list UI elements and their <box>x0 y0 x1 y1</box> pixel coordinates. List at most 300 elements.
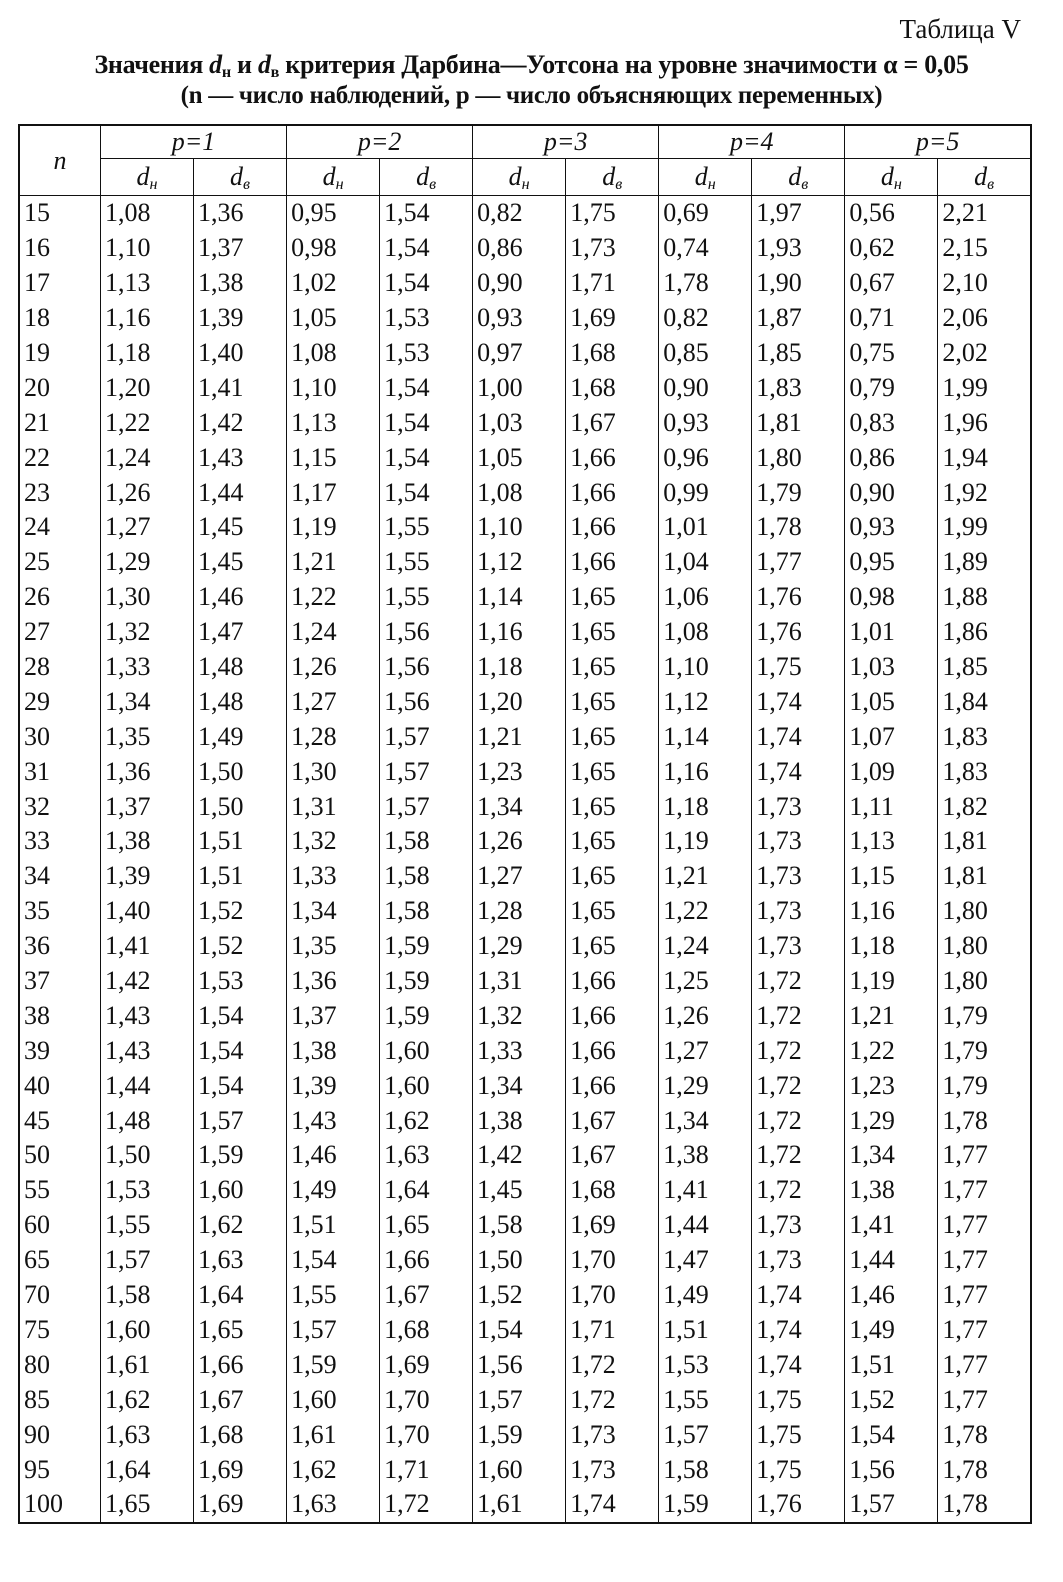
value-cell: 1,12 <box>659 684 752 719</box>
value-cell: 1,83 <box>938 719 1031 754</box>
value-cell: 1,72 <box>752 964 845 999</box>
value-cell: 1,35 <box>101 719 194 754</box>
value-cell: 1,72 <box>752 998 845 1033</box>
value-cell: 1,34 <box>845 1138 938 1173</box>
value-cell: 1,77 <box>938 1278 1031 1313</box>
value-cell: 1,36 <box>194 196 287 231</box>
value-cell: 0,93 <box>659 405 752 440</box>
value-cell: 1,34 <box>659 1103 752 1138</box>
header-d-upper: $d_в$ <box>380 159 473 196</box>
value-cell: 1,26 <box>287 650 380 685</box>
header-d-lower: $d_н$ <box>659 159 752 196</box>
value-cell: 1,12 <box>473 545 566 580</box>
value-cell: 1,17 <box>287 475 380 510</box>
table-row <box>19 615 1031 650</box>
row-n-cell: 21 <box>19 405 101 440</box>
table-row <box>19 405 1031 440</box>
value-cell: 1,56 <box>473 1347 566 1382</box>
caption-prefix: Значения <box>94 50 210 79</box>
value-cell: 1,50 <box>194 789 287 824</box>
row-n-cell: 25 <box>19 545 101 580</box>
table-row <box>19 1452 1031 1487</box>
value-cell: 1,72 <box>752 1103 845 1138</box>
table-row <box>19 370 1031 405</box>
value-cell: 1,70 <box>380 1382 473 1417</box>
value-cell: 1,42 <box>101 964 194 999</box>
value-cell: 1,52 <box>194 929 287 964</box>
value-cell: 1,26 <box>659 998 752 1033</box>
value-cell: 1,69 <box>194 1452 287 1487</box>
value-cell: 1,65 <box>566 929 659 964</box>
value-cell: 1,16 <box>101 301 194 336</box>
value-cell: 1,65 <box>101 1487 194 1523</box>
value-cell: 1,15 <box>845 859 938 894</box>
value-cell: 1,65 <box>380 1208 473 1243</box>
value-cell: 1,43 <box>101 998 194 1033</box>
value-cell: 1,02 <box>287 266 380 301</box>
value-cell: 1,72 <box>566 1382 659 1417</box>
row-n-cell: 70 <box>19 1278 101 1313</box>
row-n-cell: 17 <box>19 266 101 301</box>
row-n-cell: 95 <box>19 1452 101 1487</box>
value-cell: 1,38 <box>194 266 287 301</box>
value-cell: 1,01 <box>659 510 752 545</box>
value-cell: 1,74 <box>752 719 845 754</box>
value-cell: 1,85 <box>752 336 845 371</box>
row-n-cell: 23 <box>19 475 101 510</box>
value-cell: 1,51 <box>194 824 287 859</box>
value-cell: 1,81 <box>938 824 1031 859</box>
value-cell: 1,09 <box>845 754 938 789</box>
value-cell: 1,10 <box>473 510 566 545</box>
value-cell: 1,37 <box>194 231 287 266</box>
value-cell: 1,79 <box>752 475 845 510</box>
value-cell: 1,59 <box>473 1417 566 1452</box>
value-cell: 1,75 <box>752 1452 845 1487</box>
value-cell: 1,83 <box>938 754 1031 789</box>
row-n-cell: 90 <box>19 1417 101 1452</box>
value-cell: 1,62 <box>194 1208 287 1243</box>
value-cell: 1,49 <box>287 1173 380 1208</box>
value-cell: 1,36 <box>101 754 194 789</box>
caption-suffix: критерия Дарбина—Уотсона на уровне значимости α = 0,05 <box>279 50 969 79</box>
value-cell: 1,03 <box>473 405 566 440</box>
value-cell: 1,44 <box>659 1208 752 1243</box>
value-cell: 1,77 <box>752 545 845 580</box>
value-cell: 1,65 <box>566 650 659 685</box>
value-cell: 1,68 <box>566 336 659 371</box>
value-cell: 1,14 <box>473 580 566 615</box>
value-cell: 1,78 <box>659 266 752 301</box>
value-cell: 1,76 <box>752 615 845 650</box>
value-cell: 1,40 <box>194 336 287 371</box>
value-cell: 0,90 <box>845 475 938 510</box>
value-cell: 1,62 <box>287 1452 380 1487</box>
row-n-cell: 40 <box>19 1068 101 1103</box>
value-cell: 1,71 <box>566 266 659 301</box>
value-cell: 1,84 <box>938 684 1031 719</box>
value-cell: 1,73 <box>752 894 845 929</box>
row-n-cell: 45 <box>19 1103 101 1138</box>
value-cell: 1,46 <box>845 1278 938 1313</box>
value-cell: 1,74 <box>566 1487 659 1523</box>
value-cell: 0,99 <box>659 475 752 510</box>
table-row <box>19 1138 1031 1173</box>
row-n-cell: 85 <box>19 1382 101 1417</box>
table-row <box>19 1173 1031 1208</box>
row-n-cell: 16 <box>19 231 101 266</box>
row-n-cell: 32 <box>19 789 101 824</box>
table-row <box>19 964 1031 999</box>
row-n-cell: 38 <box>19 998 101 1033</box>
value-cell: 1,00 <box>473 370 566 405</box>
row-n-cell: 50 <box>19 1138 101 1173</box>
value-cell: 1,16 <box>473 615 566 650</box>
table-subcaption: (n — число наблюдений, p — число объясняющих переменных) <box>180 82 883 109</box>
value-cell: 1,38 <box>473 1103 566 1138</box>
table-row <box>19 475 1031 510</box>
value-cell: 1,61 <box>287 1417 380 1452</box>
value-cell: 1,73 <box>752 1243 845 1278</box>
value-cell: 1,22 <box>287 580 380 615</box>
value-cell: 1,60 <box>287 1382 380 1417</box>
value-cell: 1,53 <box>101 1173 194 1208</box>
value-cell: 0,86 <box>473 231 566 266</box>
value-cell: 1,72 <box>566 1347 659 1382</box>
value-cell: 1,33 <box>473 1033 566 1068</box>
value-cell: 1,24 <box>659 929 752 964</box>
value-cell: 1,75 <box>566 196 659 231</box>
value-cell: 1,67 <box>380 1278 473 1313</box>
value-cell: 1,54 <box>380 231 473 266</box>
value-cell: 1,66 <box>566 998 659 1033</box>
value-cell: 1,55 <box>659 1382 752 1417</box>
value-cell: 1,67 <box>566 1103 659 1138</box>
value-cell: 1,65 <box>566 615 659 650</box>
value-cell: 1,58 <box>380 824 473 859</box>
value-cell: 1,74 <box>752 1313 845 1348</box>
value-cell: 1,72 <box>380 1487 473 1523</box>
row-n-cell: 30 <box>19 719 101 754</box>
value-cell: 1,78 <box>938 1487 1031 1523</box>
value-cell: 1,18 <box>659 789 752 824</box>
value-cell: 1,65 <box>566 789 659 824</box>
table-row <box>19 1278 1031 1313</box>
value-cell: 1,50 <box>473 1243 566 1278</box>
value-cell: 1,60 <box>101 1313 194 1348</box>
value-cell: 1,59 <box>380 929 473 964</box>
value-cell: 1,54 <box>845 1417 938 1452</box>
value-cell: 1,32 <box>101 615 194 650</box>
table-row <box>19 1382 1031 1417</box>
value-cell: 1,64 <box>101 1452 194 1487</box>
value-cell: 1,60 <box>380 1033 473 1068</box>
table-row <box>19 894 1031 929</box>
value-cell: 1,56 <box>380 615 473 650</box>
value-cell: 1,59 <box>194 1138 287 1173</box>
value-cell: 1,94 <box>938 440 1031 475</box>
table-row <box>19 510 1031 545</box>
value-cell: 1,65 <box>566 719 659 754</box>
value-cell: 1,08 <box>101 196 194 231</box>
value-cell: 0,98 <box>845 580 938 615</box>
value-cell: 1,53 <box>659 1347 752 1382</box>
value-cell: 1,27 <box>473 859 566 894</box>
value-cell: 1,67 <box>566 405 659 440</box>
value-cell: 1,56 <box>845 1452 938 1487</box>
value-cell: 1,65 <box>566 894 659 929</box>
value-cell: 1,55 <box>380 545 473 580</box>
value-cell: 1,75 <box>752 1417 845 1452</box>
value-cell: 0,95 <box>845 545 938 580</box>
value-cell: 1,57 <box>845 1487 938 1523</box>
value-cell: 0,96 <box>659 440 752 475</box>
row-n-cell: 20 <box>19 370 101 405</box>
row-n-cell: 26 <box>19 580 101 615</box>
value-cell: 1,43 <box>101 1033 194 1068</box>
table-row <box>19 266 1031 301</box>
value-cell: 1,34 <box>473 789 566 824</box>
value-cell: 1,65 <box>566 580 659 615</box>
header-group-p2: p=2 <box>287 125 473 159</box>
row-n-cell: 55 <box>19 1173 101 1208</box>
value-cell: 1,72 <box>752 1173 845 1208</box>
value-cell: 1,46 <box>287 1138 380 1173</box>
row-n-cell: 75 <box>19 1313 101 1348</box>
row-n-cell: 33 <box>19 824 101 859</box>
value-cell: 1,57 <box>380 789 473 824</box>
value-cell: 1,42 <box>194 405 287 440</box>
value-cell: 1,63 <box>101 1417 194 1452</box>
value-cell: 1,99 <box>938 510 1031 545</box>
value-cell: 1,29 <box>845 1103 938 1138</box>
value-cell: 1,74 <box>752 1347 845 1382</box>
value-cell: 1,59 <box>380 998 473 1033</box>
value-cell: 1,82 <box>938 789 1031 824</box>
value-cell: 1,54 <box>194 1068 287 1103</box>
value-cell: 1,80 <box>938 894 1031 929</box>
value-cell: 1,16 <box>659 754 752 789</box>
value-cell: 1,62 <box>380 1103 473 1138</box>
value-cell: 1,53 <box>194 964 287 999</box>
value-cell: 1,38 <box>101 824 194 859</box>
value-cell: 0,75 <box>845 336 938 371</box>
value-cell: 0,82 <box>659 301 752 336</box>
row-n-cell: 15 <box>19 196 101 231</box>
value-cell: 1,68 <box>194 1417 287 1452</box>
value-cell: 1,55 <box>101 1208 194 1243</box>
value-cell: 1,54 <box>380 475 473 510</box>
header-d-lower: $d_н$ <box>845 159 938 196</box>
value-cell: 1,72 <box>752 1033 845 1068</box>
value-cell: 2,02 <box>938 336 1031 371</box>
value-cell: 1,35 <box>287 929 380 964</box>
table-row <box>19 1243 1031 1278</box>
value-cell: 1,66 <box>566 510 659 545</box>
value-cell: 1,21 <box>845 998 938 1033</box>
table-row <box>19 301 1031 336</box>
table-row <box>19 684 1031 719</box>
value-cell: 1,61 <box>473 1487 566 1523</box>
value-cell: 1,41 <box>845 1208 938 1243</box>
value-cell: 1,78 <box>938 1452 1031 1487</box>
value-cell: 1,65 <box>566 754 659 789</box>
value-cell: 0,79 <box>845 370 938 405</box>
value-cell: 1,70 <box>566 1278 659 1313</box>
value-cell: 1,34 <box>101 684 194 719</box>
durbin-watson-table <box>18 124 1032 1524</box>
header-row-groups <box>19 125 1031 159</box>
table-row <box>19 1033 1031 1068</box>
row-n-cell: 22 <box>19 440 101 475</box>
value-cell: 1,19 <box>659 824 752 859</box>
value-cell: 1,46 <box>194 580 287 615</box>
value-cell: 1,50 <box>194 754 287 789</box>
value-cell: 1,55 <box>380 580 473 615</box>
value-cell: 1,73 <box>752 789 845 824</box>
caption-sub-lower: н <box>221 64 231 81</box>
value-cell: 0,71 <box>845 301 938 336</box>
value-cell: 1,68 <box>566 370 659 405</box>
value-cell: 1,59 <box>287 1347 380 1382</box>
value-cell: 1,79 <box>938 1068 1031 1103</box>
value-cell: 1,20 <box>101 370 194 405</box>
value-cell: 1,25 <box>659 964 752 999</box>
value-cell: 1,54 <box>194 998 287 1033</box>
value-cell: 1,07 <box>845 719 938 754</box>
value-cell: 1,85 <box>938 650 1031 685</box>
value-cell: 1,44 <box>101 1068 194 1103</box>
value-cell: 1,57 <box>194 1103 287 1138</box>
value-cell: 1,54 <box>380 266 473 301</box>
value-cell: 2,15 <box>938 231 1031 266</box>
value-cell: 1,63 <box>194 1243 287 1278</box>
value-cell: 1,10 <box>659 650 752 685</box>
value-cell: 1,49 <box>194 719 287 754</box>
value-cell: 1,55 <box>287 1278 380 1313</box>
value-cell: 1,83 <box>752 370 845 405</box>
value-cell: 1,08 <box>473 475 566 510</box>
value-cell: 1,47 <box>194 615 287 650</box>
value-cell: 1,13 <box>287 405 380 440</box>
table-body <box>19 196 1031 1523</box>
table-row <box>19 440 1031 475</box>
value-cell: 1,45 <box>194 545 287 580</box>
value-cell: 1,39 <box>101 859 194 894</box>
value-cell: 1,52 <box>845 1382 938 1417</box>
value-cell: 1,18 <box>101 336 194 371</box>
value-cell: 1,77 <box>938 1173 1031 1208</box>
value-cell: 0,93 <box>473 301 566 336</box>
value-cell: 1,38 <box>845 1173 938 1208</box>
value-cell: 1,87 <box>752 301 845 336</box>
value-cell: 1,76 <box>752 1487 845 1523</box>
header-d-lower: $d_н$ <box>287 159 380 196</box>
value-cell: 1,61 <box>101 1347 194 1382</box>
value-cell: 1,73 <box>752 929 845 964</box>
value-cell: 1,28 <box>287 719 380 754</box>
value-cell: 1,11 <box>845 789 938 824</box>
value-cell: 1,73 <box>752 824 845 859</box>
table-row <box>19 719 1031 754</box>
value-cell: 1,77 <box>938 1347 1031 1382</box>
row-n-cell: 80 <box>19 1347 101 1382</box>
value-cell: 1,59 <box>380 964 473 999</box>
value-cell: 1,54 <box>194 1033 287 1068</box>
value-cell: 1,73 <box>566 1452 659 1487</box>
value-cell: 1,29 <box>473 929 566 964</box>
value-cell: 1,54 <box>380 440 473 475</box>
value-cell: 1,51 <box>845 1347 938 1382</box>
value-cell: 1,60 <box>473 1452 566 1487</box>
value-cell: 1,66 <box>566 964 659 999</box>
value-cell: 1,67 <box>566 1138 659 1173</box>
value-cell: 1,57 <box>101 1243 194 1278</box>
value-cell: 1,80 <box>938 929 1031 964</box>
value-cell: 1,64 <box>194 1278 287 1313</box>
value-cell: 1,65 <box>566 684 659 719</box>
value-cell: 1,41 <box>101 929 194 964</box>
table-row <box>19 824 1031 859</box>
value-cell: 1,56 <box>380 684 473 719</box>
table-caption <box>0 50 1063 80</box>
row-n-cell: 19 <box>19 336 101 371</box>
row-n-cell: 18 <box>19 301 101 336</box>
value-cell: 1,90 <box>752 266 845 301</box>
value-cell: 1,13 <box>845 824 938 859</box>
value-cell: 1,31 <box>287 789 380 824</box>
table-row <box>19 580 1031 615</box>
value-cell: 1,41 <box>659 1173 752 1208</box>
value-cell: 1,51 <box>659 1313 752 1348</box>
caption-and: и <box>230 50 258 79</box>
header-d-lower: $d_н$ <box>473 159 566 196</box>
header-group-p1: p=1 <box>101 125 287 159</box>
value-cell: 1,65 <box>566 859 659 894</box>
value-cell: 0,83 <box>845 405 938 440</box>
value-cell: 1,74 <box>752 1278 845 1313</box>
value-cell: 1,79 <box>938 998 1031 1033</box>
value-cell: 1,39 <box>194 301 287 336</box>
value-cell: 1,59 <box>659 1487 752 1523</box>
table-row <box>19 1487 1031 1523</box>
value-cell: 0,93 <box>845 510 938 545</box>
value-cell: 1,70 <box>380 1417 473 1452</box>
value-cell: 1,43 <box>287 1103 380 1138</box>
value-cell: 2,21 <box>938 196 1031 231</box>
value-cell: 1,63 <box>287 1487 380 1523</box>
row-n-cell: 37 <box>19 964 101 999</box>
value-cell: 1,97 <box>752 196 845 231</box>
value-cell: 1,22 <box>101 405 194 440</box>
caption-sub-upper: в <box>270 64 280 81</box>
table-row <box>19 754 1031 789</box>
value-cell: 1,58 <box>380 859 473 894</box>
value-cell: 0,67 <box>845 266 938 301</box>
table-row <box>19 789 1031 824</box>
header-d-upper: $d_в$ <box>566 159 659 196</box>
value-cell: 1,68 <box>566 1173 659 1208</box>
value-cell: 1,69 <box>566 1208 659 1243</box>
table-row <box>19 1313 1031 1348</box>
value-cell: 1,53 <box>380 301 473 336</box>
value-cell: 1,57 <box>473 1382 566 1417</box>
value-cell: 1,66 <box>566 475 659 510</box>
value-cell: 1,77 <box>938 1382 1031 1417</box>
value-cell: 1,18 <box>473 650 566 685</box>
value-cell: 1,65 <box>194 1313 287 1348</box>
value-cell: 1,19 <box>845 964 938 999</box>
